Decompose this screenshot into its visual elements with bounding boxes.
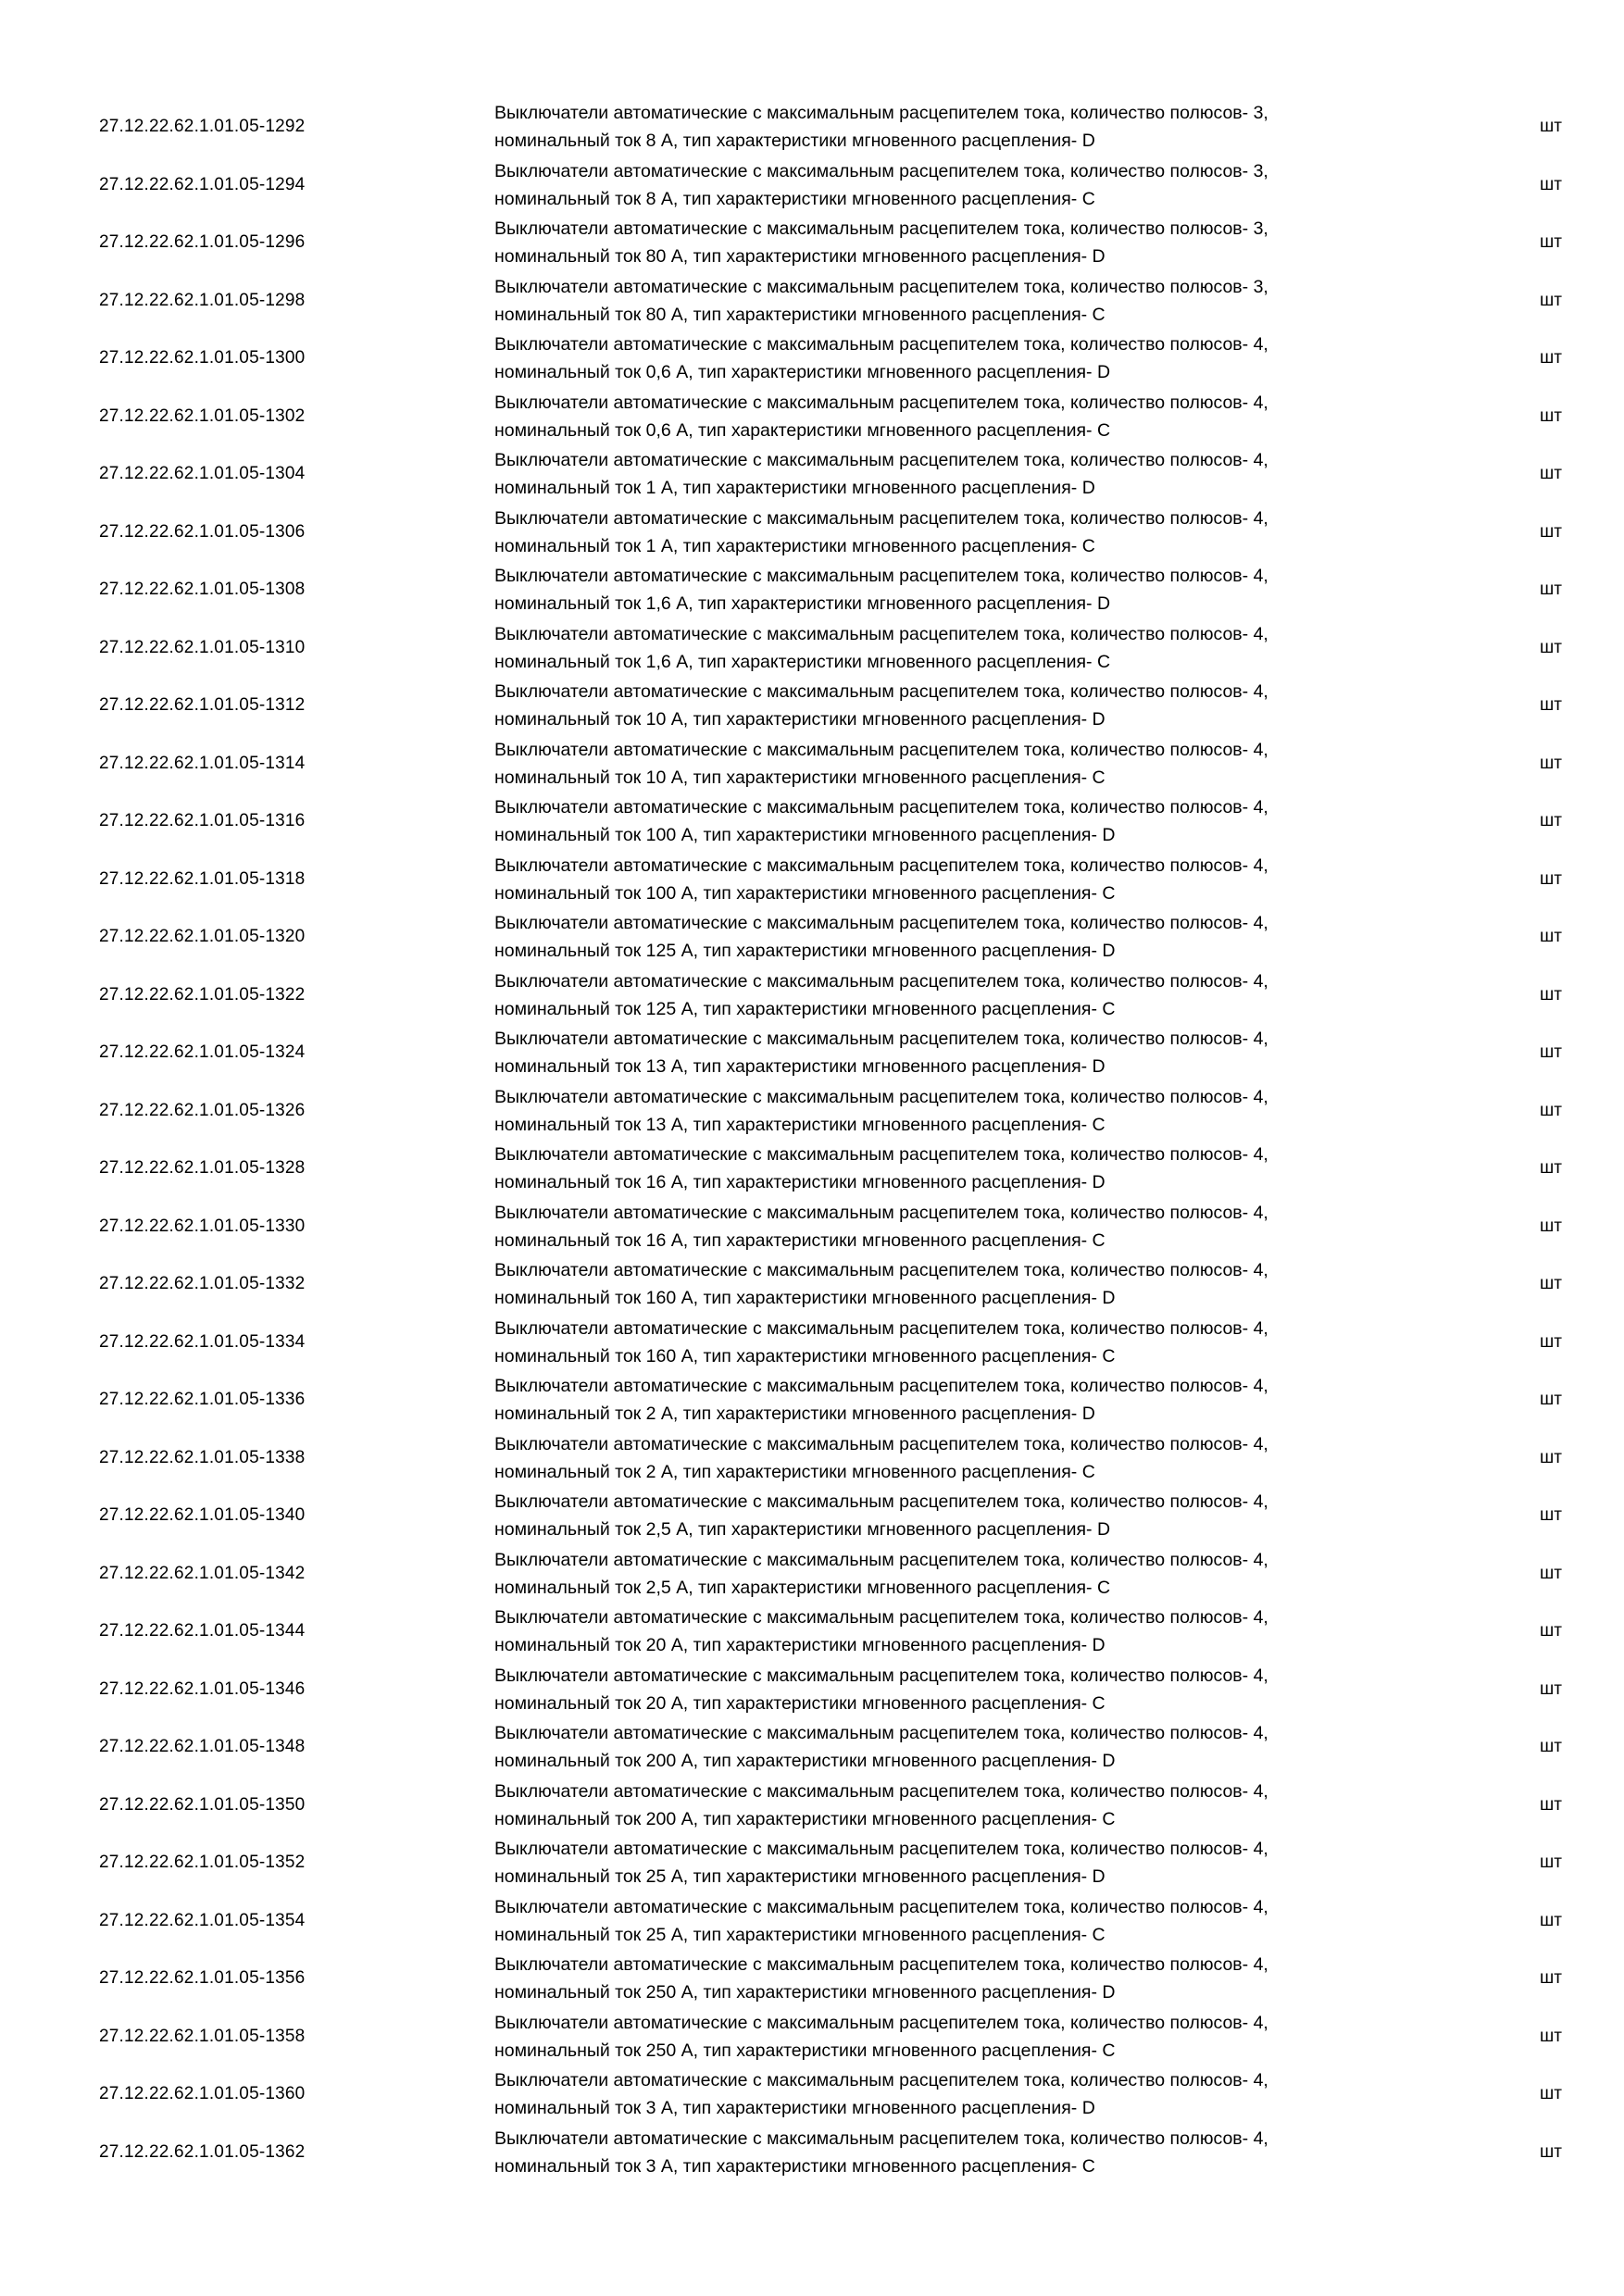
item-description [494, 273, 1420, 329]
item-description [494, 446, 1420, 502]
item-description-line-1: Выключатели автоматические с максимальным расцепителем тока, количество полюсов- 3, [494, 160, 1268, 181]
table-row [0, 1892, 1624, 1951]
item-description [494, 1199, 1420, 1254]
table-row [0, 967, 1624, 1025]
item-description [494, 1778, 1420, 1833]
item-unit: шт [1540, 811, 1562, 831]
item-code: 27.12.22.62.1.01.05-1344 [99, 1621, 306, 1641]
table-row [0, 1429, 1624, 1488]
item-description-line-2: номинальный ток 160 А, тип характеристики мгновенного расцепления- С [494, 1345, 1116, 1366]
item-unit: шт [1540, 406, 1562, 426]
item-code: 27.12.22.62.1.01.05-1348 [99, 1737, 306, 1757]
item-description [494, 562, 1420, 618]
item-description-line-2: номинальный ток 20 А, тип характеристики мгновенного расцепления- D [494, 1635, 1106, 1656]
item-code: 27.12.22.62.1.01.05-1346 [99, 1678, 306, 1699]
item-code: 27.12.22.62.1.01.05-1338 [99, 1447, 306, 1467]
item-description [494, 389, 1420, 444]
price-list-table [0, 98, 1624, 2181]
item-unit: шт [1540, 1158, 1562, 1179]
item-unit: шт [1540, 1390, 1562, 1410]
item-code: 27.12.22.62.1.01.05-1300 [99, 348, 306, 368]
item-code: 27.12.22.62.1.01.05-1296 [99, 232, 306, 253]
item-unit: шт [1540, 927, 1562, 947]
item-description [494, 793, 1420, 849]
item-unit: шт [1540, 1274, 1562, 1294]
item-description-line-2: номинальный ток 250 А, тип характеристики мгновенного расцепления- D [494, 1982, 1116, 2003]
item-code: 27.12.22.62.1.01.05-1322 [99, 984, 306, 1004]
item-code: 27.12.22.62.1.01.05-1310 [99, 637, 306, 657]
item-description-line-1: Выключатели автоматические с максимальным расцепителем тока, количество полюсов- 4, [494, 1665, 1268, 1686]
item-code: 27.12.22.62.1.01.05-1292 [99, 117, 306, 137]
item-description-line-2: номинальный ток 160 А, тип характеристики мгновенного расцепления- D [494, 1288, 1116, 1309]
item-description [494, 1546, 1420, 1602]
item-description-line-2: номинальный ток 8 А, тип характеристики мгновенного расцепления- D [494, 131, 1095, 152]
item-description-line-2: номинальный ток 13 А, тип характеристики мгновенного расцепления- D [494, 1056, 1106, 1078]
item-description-line-1: Выключатели автоматические с максимальным расцепителем тока, количество полюсов- 4, [494, 681, 1268, 703]
table-row [0, 1140, 1624, 1198]
item-description-line-2: номинальный ток 125 А, тип характеристики мгновенного расцепления- С [494, 998, 1116, 1019]
item-code: 27.12.22.62.1.01.05-1294 [99, 174, 306, 194]
table-row [0, 792, 1624, 851]
item-description-line-2: номинальный ток 2,5 А, тип характеристики мгновенного расцепления- D [494, 1519, 1111, 1541]
item-description-line-1: Выключатели автоматические с максимальным расцепителем тока, количество полюсов- 4, [494, 2128, 1268, 2149]
item-code: 27.12.22.62.1.01.05-1356 [99, 1968, 306, 1989]
item-description-line-2: номинальный ток 200 А, тип характеристики мгновенного расцепления- С [494, 1808, 1116, 1829]
table-row [0, 2124, 1624, 2182]
item-description-line-2: номинальный ток 80 А, тип характеристики мгновенного расцепления- С [494, 304, 1106, 325]
item-code: 27.12.22.62.1.01.05-1308 [99, 580, 306, 600]
item-description-line-1: Выключатели автоматические с максимальным расцепителем тока, количество полюсов- 4, [494, 1896, 1268, 1917]
item-description-line-2: номинальный ток 250 А, тип характеристики мгновенного расцепления- С [494, 2040, 1116, 2061]
item-description-line-2: номинальный ток 13 А, тип характеристики мгновенного расцепления- С [494, 1114, 1106, 1135]
item-unit: шт [1540, 1737, 1562, 1757]
item-code: 27.12.22.62.1.01.05-1360 [99, 2084, 306, 2104]
item-unit: шт [1540, 117, 1562, 137]
item-description [494, 1430, 1420, 1486]
item-description-line-2: номинальный ток 0,6 А, тип характеристики мгновенного расцепления- С [494, 419, 1111, 441]
item-code: 27.12.22.62.1.01.05-1320 [99, 927, 306, 947]
item-description-line-1: Выключатели автоматические с максимальным расцепителем тока, количество полюсов- 4, [494, 1954, 1268, 1976]
item-description-line-2: номинальный ток 125 А, тип характеристики мгновенного расцепления- D [494, 941, 1116, 962]
table-row [0, 98, 1624, 156]
table-row [0, 1834, 1624, 1892]
item-description-line-1: Выключатели автоматические с максимальным расцепителем тока, количество полюсов- 4, [494, 1433, 1268, 1454]
item-unit: шт [1540, 637, 1562, 657]
item-description [494, 678, 1420, 733]
item-description [494, 1603, 1420, 1659]
item-description-line-2: номинальный ток 2 А, тип характеристики мгновенного расцепления- D [494, 1404, 1095, 1425]
item-description-line-2: номинальный ток 16 А, тип характеристики мгновенного расцепления- D [494, 1172, 1106, 1193]
table-row [0, 330, 1624, 388]
item-code: 27.12.22.62.1.01.05-1362 [99, 2141, 306, 2162]
table-row [0, 1255, 1624, 1314]
item-description [494, 1083, 1420, 1139]
item-unit: шт [1540, 1968, 1562, 1989]
item-unit: шт [1540, 753, 1562, 773]
item-unit: шт [1540, 1910, 1562, 1930]
item-description [494, 1893, 1420, 1949]
table-row [0, 388, 1624, 446]
item-description [494, 1835, 1420, 1890]
item-description-line-1: Выключатели автоматические с максимальным расцепителем тока, количество полюсов- 4, [494, 392, 1268, 413]
item-description [494, 2125, 1420, 2180]
table-row [0, 1082, 1624, 1141]
item-description-line-2: номинальный ток 10 А, тип характеристики мгновенного расцепления- С [494, 767, 1106, 788]
item-description [494, 620, 1420, 676]
item-description-line-1: Выключатели автоматические с максимальным расцепителем тока, количество полюсов- 4, [494, 623, 1268, 644]
table-row [0, 504, 1624, 562]
item-description [494, 1025, 1420, 1080]
item-description-line-1: Выключатели автоматические с максимальным расцепителем тока, количество полюсов- 4, [494, 2070, 1268, 2091]
item-description-line-1: Выключатели автоматические с максимальным расцепителем тока, количество полюсов- 4, [494, 797, 1268, 818]
item-description [494, 1372, 1420, 1428]
item-code: 27.12.22.62.1.01.05-1326 [99, 1100, 306, 1120]
item-description-line-2: номинальный ток 8 А, тип характеристики мгновенного расцепления- С [494, 188, 1095, 209]
table-row [0, 2065, 1624, 2124]
table-row [0, 561, 1624, 619]
item-unit: шт [1540, 1853, 1562, 1873]
item-description-line-1: Выключатели автоматические с максимальным расцепителем тока, количество полюсов- 4, [494, 1144, 1268, 1166]
table-row [0, 1661, 1624, 1719]
item-description-line-1: Выключатели автоматические с максимальным расцепителем тока, количество полюсов- 4, [494, 1607, 1268, 1628]
item-description-line-2: номинальный ток 3 А, тип характеристики мгновенного расцепления- С [494, 2155, 1095, 2177]
item-description-line-1: Выключатели автоматические с максимальным расцепителем тока, количество полюсов- 3, [494, 103, 1268, 124]
item-description-line-2: номинальный ток 2,5 А, тип характеристики мгновенного расцепления- С [494, 1577, 1111, 1598]
table-row [0, 908, 1624, 967]
item-code: 27.12.22.62.1.01.05-1298 [99, 290, 306, 310]
item-description-line-1: Выключатели автоматические с максимальным расцепителем тока, количество полюсов- 4, [494, 1780, 1268, 1802]
item-unit: шт [1540, 2141, 1562, 2162]
item-description-line-2: номинальный ток 1,6 А, тип характеристики мгновенного расцепления- D [494, 593, 1111, 615]
item-description-line-1: Выключатели автоматические с максимальным расцепителем тока, количество полюсов- 4, [494, 1839, 1268, 1860]
table-row [0, 1545, 1624, 1603]
item-code: 27.12.22.62.1.01.05-1334 [99, 1331, 306, 1352]
item-code: 27.12.22.62.1.01.05-1328 [99, 1158, 306, 1179]
item-unit: шт [1540, 1621, 1562, 1641]
item-description-line-2: номинальный ток 25 А, тип характеристики мгновенного расцепления- D [494, 1866, 1106, 1888]
item-code: 27.12.22.62.1.01.05-1340 [99, 1505, 306, 1526]
table-row [0, 445, 1624, 504]
item-description [494, 1256, 1420, 1312]
item-description [494, 1488, 1420, 1543]
item-description-line-2: номинальный ток 100 А, тип характеристики мгновенного расцепления- D [494, 825, 1116, 846]
table-row [0, 619, 1624, 678]
item-description-line-1: Выключатели автоматические с максимальным расцепителем тока, количество полюсов- 4, [494, 1317, 1268, 1339]
item-description [494, 2066, 1420, 2122]
item-code: 27.12.22.62.1.01.05-1324 [99, 1042, 306, 1063]
item-description-line-2: номинальный ток 0,6 А, тип характеристики мгновенного расцепления- D [494, 362, 1111, 383]
item-unit: шт [1540, 1447, 1562, 1467]
table-row [0, 1777, 1624, 1835]
table-row [0, 1198, 1624, 1256]
item-code: 27.12.22.62.1.01.05-1350 [99, 1794, 306, 1815]
item-code: 27.12.22.62.1.01.05-1336 [99, 1390, 306, 1410]
item-unit: шт [1540, 695, 1562, 716]
item-description [494, 1662, 1420, 1717]
item-description-line-2: номинальный ток 100 А, тип характеристики мгновенного расцепления- С [494, 882, 1116, 904]
item-unit: шт [1540, 232, 1562, 253]
item-code: 27.12.22.62.1.01.05-1332 [99, 1274, 306, 1294]
item-description [494, 505, 1420, 560]
item-code: 27.12.22.62.1.01.05-1316 [99, 811, 306, 831]
item-description-line-1: Выключатели автоматические с максимальным расцепителем тока, количество полюсов- 4, [494, 970, 1268, 992]
item-unit: шт [1540, 521, 1562, 542]
item-code: 27.12.22.62.1.01.05-1302 [99, 406, 306, 426]
item-description-line-1: Выключатели автоматические с максимальным расцепителем тока, количество полюсов- 4, [494, 450, 1268, 471]
item-description [494, 1951, 1420, 2006]
item-description-line-2: номинальный ток 16 А, тип характеристики мгновенного расцепления- С [494, 1229, 1106, 1251]
table-row [0, 156, 1624, 215]
item-unit: шт [1540, 2026, 1562, 2046]
item-description [494, 909, 1420, 965]
item-description-line-1: Выключатели автоматические с максимальным расцепителем тока, количество полюсов- 4, [494, 1376, 1268, 1397]
item-description-line-2: номинальный ток 25 А, тип характеристики мгновенного расцепления- С [494, 1924, 1106, 1945]
item-unit: шт [1540, 1216, 1562, 1236]
table-row [0, 677, 1624, 735]
item-description-line-1: Выключатели автоматические с максимальным расцепителем тока, количество полюсов- 4, [494, 1723, 1268, 1744]
item-unit: шт [1540, 174, 1562, 194]
item-description [494, 852, 1420, 907]
item-description-line-1: Выключатели автоматические с максимальным расцепителем тока, количество полюсов- 4, [494, 566, 1268, 587]
item-description-line-2: номинальный ток 1 А, тип характеристики мгновенного расцепления- С [494, 535, 1095, 556]
item-description-line-1: Выключатели автоматические с максимальным расцепителем тока, количество полюсов- 3, [494, 218, 1268, 240]
item-description-line-2: номинальный ток 3 А, тип характеристики мгновенного расцепления- D [494, 2098, 1095, 2119]
table-row [0, 2008, 1624, 2066]
table-row [0, 1950, 1624, 2008]
item-unit: шт [1540, 464, 1562, 484]
item-description-line-2: номинальный ток 10 А, тип характеристики мгновенного расцепления- D [494, 709, 1106, 730]
item-code: 27.12.22.62.1.01.05-1358 [99, 2026, 306, 2046]
item-unit: шт [1540, 1100, 1562, 1120]
item-description-line-2: номинальный ток 1,6 А, тип характеристики мгновенного расцепления- С [494, 651, 1111, 672]
item-description [494, 1315, 1420, 1370]
item-description-line-1: Выключатели автоматические с максимальным расцепителем тока, количество полюсов- 3, [494, 276, 1268, 297]
item-description [494, 157, 1420, 213]
table-row [0, 1371, 1624, 1429]
item-description-line-1: Выключатели автоматические с максимальным расцепителем тока, количество полюсов- 4, [494, 507, 1268, 529]
table-row [0, 1603, 1624, 1661]
table-row [0, 1024, 1624, 1082]
item-code: 27.12.22.62.1.01.05-1318 [99, 868, 306, 889]
item-code: 27.12.22.62.1.01.05-1330 [99, 1216, 306, 1236]
item-unit: шт [1540, 2084, 1562, 2104]
item-unit: шт [1540, 1563, 1562, 1583]
item-description-line-2: номинальный ток 80 А, тип характеристики мгновенного расцепления- D [494, 246, 1106, 268]
item-unit: шт [1540, 348, 1562, 368]
item-description [494, 99, 1420, 155]
item-unit: шт [1540, 1042, 1562, 1063]
item-code: 27.12.22.62.1.01.05-1306 [99, 521, 306, 542]
item-unit: шт [1540, 580, 1562, 600]
item-description-line-1: Выключатели автоматические с максимальным расцепителем тока, количество полюсов- 4, [494, 1549, 1268, 1570]
item-unit: шт [1540, 290, 1562, 310]
item-description [494, 1141, 1420, 1196]
item-description-line-1: Выключатели автоматические с максимальным расцепителем тока, количество полюсов- 4, [494, 1260, 1268, 1281]
item-description-line-1: Выключатели автоматические с максимальным расцепителем тока, количество полюсов- 4, [494, 1491, 1268, 1513]
table-row [0, 851, 1624, 909]
item-unit: шт [1540, 1678, 1562, 1699]
item-description-line-2: номинальный ток 2 А, тип характеристики мгновенного расцепления- С [494, 1461, 1095, 1482]
table-row [0, 272, 1624, 331]
item-description [494, 967, 1420, 1023]
table-row [0, 1487, 1624, 1545]
item-description-line-1: Выключатели автоматические с максимальным расцепителем тока, количество полюсов- 4, [494, 334, 1268, 356]
item-code: 27.12.22.62.1.01.05-1314 [99, 753, 306, 773]
table-row [0, 1314, 1624, 1372]
item-code: 27.12.22.62.1.01.05-1352 [99, 1853, 306, 1873]
item-description-line-2: номинальный ток 1 А, тип характеристики мгновенного расцепления- D [494, 478, 1095, 499]
item-code: 27.12.22.62.1.01.05-1312 [99, 695, 306, 716]
item-description-line-1: Выключатели автоматические с максимальным расцепителем тока, количество полюсов- 4, [494, 913, 1268, 934]
item-description [494, 215, 1420, 270]
item-unit: шт [1540, 1505, 1562, 1526]
item-description-line-1: Выключатели автоматические с максимальным расцепителем тока, количество полюсов- 4, [494, 1029, 1268, 1050]
item-code: 27.12.22.62.1.01.05-1342 [99, 1563, 306, 1583]
table-row [0, 214, 1624, 272]
item-code: 27.12.22.62.1.01.05-1304 [99, 464, 306, 484]
item-description-line-1: Выключатели автоматические с максимальным расцепителем тока, количество полюсов- 4, [494, 2012, 1268, 2033]
item-unit: шт [1540, 1794, 1562, 1815]
item-description [494, 736, 1420, 792]
item-description-line-1: Выключатели автоматические с максимальным расцепителем тока, количество полюсов- 4, [494, 1086, 1268, 1107]
item-unit: шт [1540, 1331, 1562, 1352]
table-row [0, 1718, 1624, 1777]
item-description-line-2: номинальный ток 20 А, тип характеристики мгновенного расцепления- С [494, 1692, 1106, 1714]
item-description-line-1: Выключатели автоматические с максимальным расцепителем тока, количество полюсов- 4, [494, 855, 1268, 876]
item-description [494, 2009, 1420, 2065]
item-description-line-2: номинальный ток 200 А, тип характеристики мгновенного расцепления- D [494, 1751, 1116, 1772]
item-description [494, 331, 1420, 386]
item-unit: шт [1540, 984, 1562, 1004]
item-description-line-1: Выключатели автоматические с максимальным расцепителем тока, количество полюсов- 4, [494, 739, 1268, 760]
item-code: 27.12.22.62.1.01.05-1354 [99, 1910, 306, 1930]
item-description [494, 1719, 1420, 1775]
item-description-line-1: Выключатели автоматические с максимальным расцепителем тока, количество полюсов- 4, [494, 1202, 1268, 1223]
table-row [0, 735, 1624, 793]
item-unit: шт [1540, 868, 1562, 889]
